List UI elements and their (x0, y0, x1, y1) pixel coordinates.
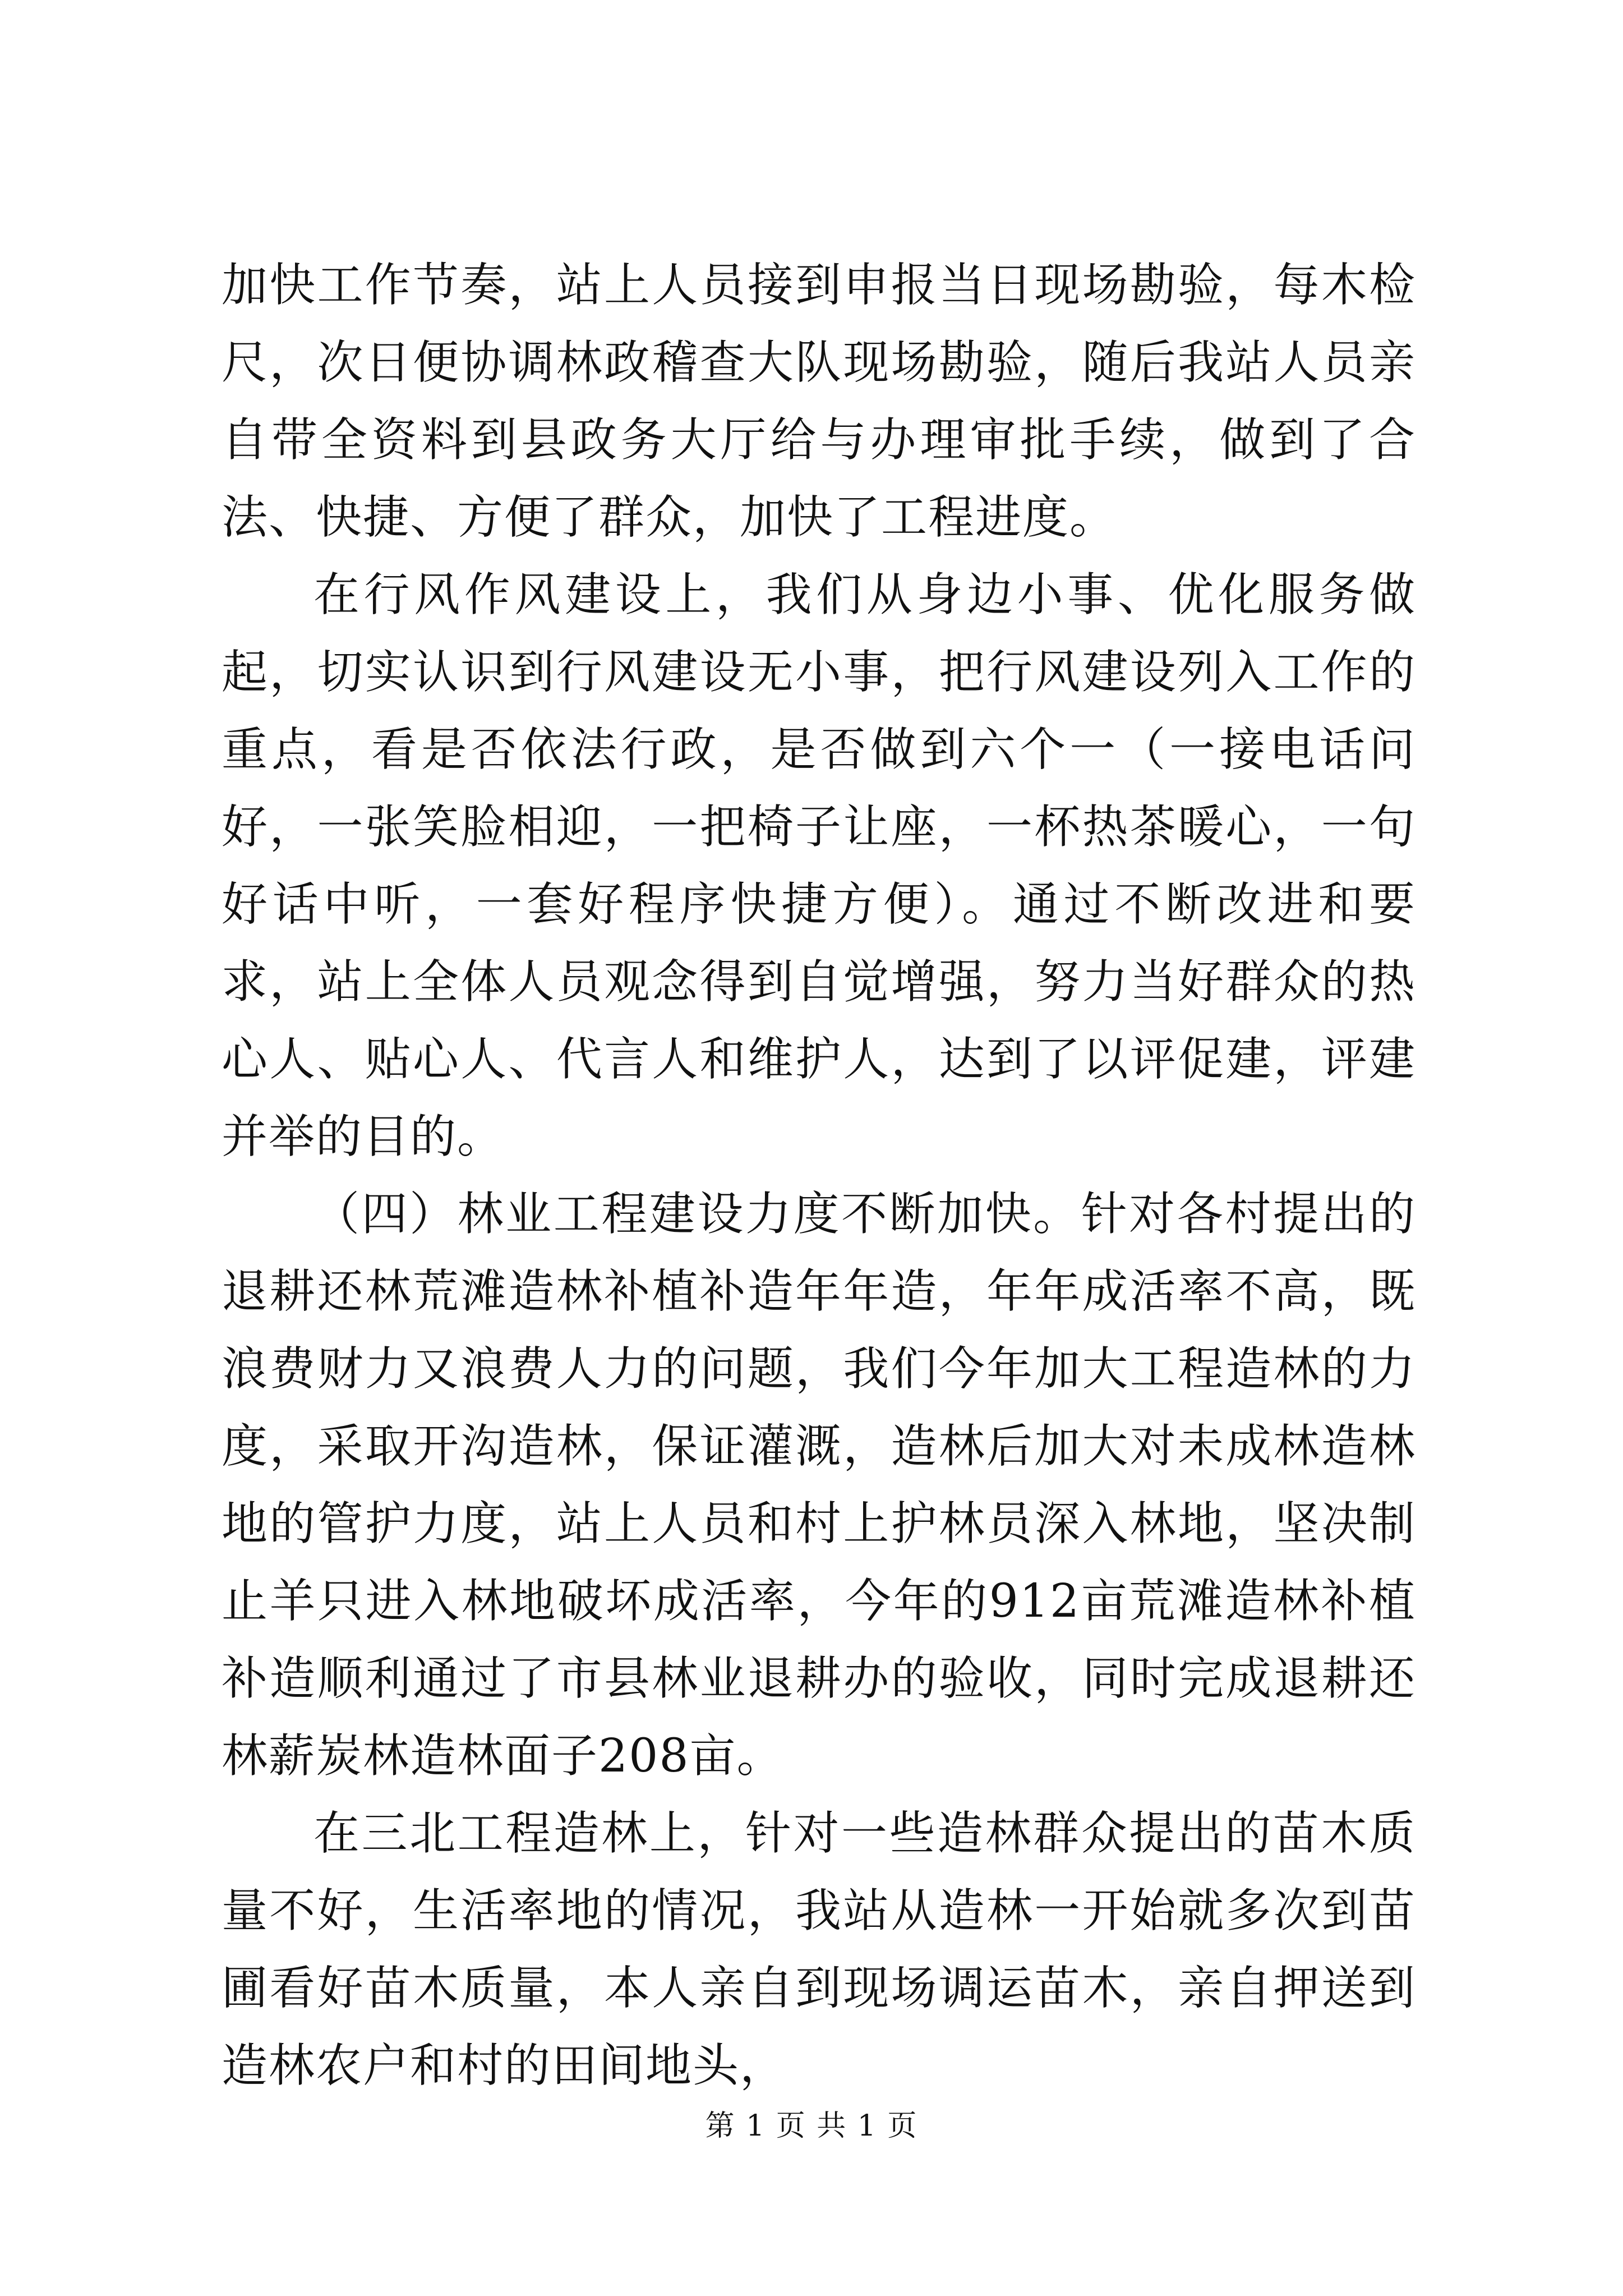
page-footer: 第 1 页 共 1 页 (705, 2109, 918, 2143)
paragraph-1: 加快工作节奏，站上人员接到申报当日现场勘验，每木检尺，次日便协调林政稽查大队现场勘验，随后我站人员亲自带全资料到县政务大厅给与办理审批手续，做到了合法、快捷、方便了群众，加快了工程进度。 (222, 259, 1416, 544)
paragraph-4: 在三北工程造林上，针对一些造林群众提出的苗木质量不好，生活率地的情况，我站从造林一开始就多次到苗圃看好苗木质量，本人亲自到现场调运苗木，亲自押送到造林农户和村的田间地头， (222, 1807, 1416, 2092)
paragraph-3: （四）林业工程建设力度不断加快。针对各村提出的退耕还林荒滩造林补植补造年年造，年年成活率不高，既浪费财力又浪费人力的问题，我们今年加大工程造林的力度，采取开沟造林，保证灌溉，造林后加大对未成林造林地的管护力度，站上人员和村上护林员深入林地，坚决制止羊只进入林地破坏成活率，今年的912亩荒滩造林补植补造顺利通过了市县林业退耕办的验收，同时完成退耕还林薪炭林造林面子208亩。 (222, 1188, 1416, 1783)
paragraph-2: 在行风作风建设上，我们从身边小事、优化服务做起，切实认识到行风建设无小事，把行风建设列入工作的重点，看是否依法行政，是否做到六个一（一接电话问好，一张笑脸相迎，一把椅子让座，一杯热茶暖心，一句好话中听，一套好程序快捷方便）。通过不断改进和要求，站上全体人员观念得到自觉增强，努力当好群众的热心人、贴心人、代言人和维护人，达到了以评促建，评建并举的目的。 (222, 568, 1416, 1163)
document-body (222, 247, 1416, 2105)
